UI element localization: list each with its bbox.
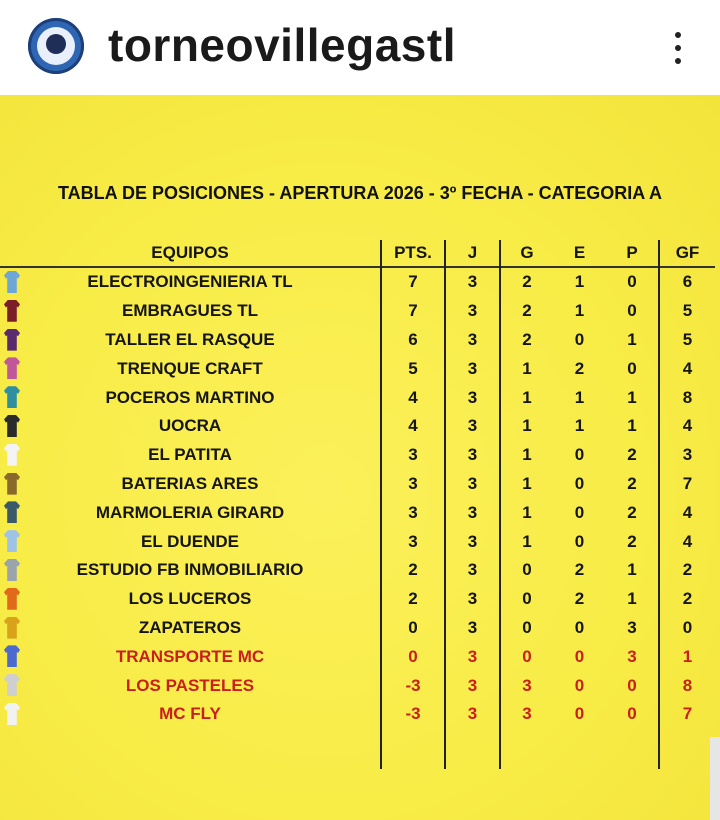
table-header-row: [0, 240, 715, 267]
table-row: [0, 585, 715, 614]
stat-gf: 2: [659, 556, 715, 585]
stat-pts: 2: [381, 585, 445, 614]
team-label: POCEROS MARTINO: [105, 387, 275, 407]
stat-g: 2: [500, 267, 553, 297]
stat-e: 1: [574, 387, 585, 407]
team-label: LOS LUCEROS: [128, 589, 252, 609]
stat-pts: 3: [381, 498, 445, 527]
team-name: [0, 498, 381, 527]
team-name: [0, 297, 381, 326]
stat-e: 2: [574, 560, 585, 580]
stat-j: 3: [445, 585, 500, 614]
shirt-icon: [4, 703, 20, 725]
stat-e: 0: [574, 473, 585, 493]
stat-gf: 4: [659, 354, 715, 383]
table-row: [0, 614, 715, 643]
stat-e: 0: [574, 531, 585, 551]
stat-j: 3: [445, 326, 500, 355]
stat-e: 0: [574, 617, 585, 637]
team-name: [0, 585, 381, 614]
team-label: EMBRAGUES TL: [122, 301, 258, 321]
stat-g: 1: [500, 470, 553, 499]
stat-j: 3: [445, 700, 500, 729]
stat-g: 1: [500, 354, 553, 383]
table-row: [0, 700, 715, 729]
table-row: [0, 498, 715, 527]
stat-pts: 7: [381, 267, 445, 297]
stat-gf: 4: [659, 498, 715, 527]
column-header: G: [500, 240, 553, 267]
column-header: E: [573, 243, 586, 262]
stat-pts: 3: [381, 441, 445, 470]
team-name: [0, 700, 381, 729]
stat-gf: 4: [659, 412, 715, 441]
stat-j: 3: [445, 441, 500, 470]
stat-g: 1: [500, 383, 553, 412]
stat-e: 1: [574, 416, 585, 436]
table-footer-spacer: [0, 729, 715, 769]
shirt-icon: [4, 444, 20, 466]
stat-gf: 2: [659, 585, 715, 614]
stat-g: 0: [500, 585, 553, 614]
team-name: [0, 556, 381, 585]
stat-gf: 8: [659, 671, 715, 700]
stat-e: 0: [574, 704, 585, 724]
stat-e: 0: [574, 646, 585, 666]
table-row: [0, 642, 715, 671]
stat-j: 3: [445, 412, 500, 441]
stat-g: 0: [500, 556, 553, 585]
stat-p: 2: [627, 445, 637, 465]
table-title: TABLA DE POSICIONES - APERTURA 2026 - 3º FECHA - CATEGORIA A: [58, 183, 662, 203]
team-label: ZAPATEROS: [138, 617, 242, 637]
stat-e: 2: [574, 358, 585, 378]
stat-e: 0: [574, 675, 585, 695]
stat-g: 2: [500, 326, 553, 355]
shirt-icon: [4, 386, 20, 408]
team-label: TALLER EL RASQUE: [105, 329, 275, 349]
stat-e: 0: [574, 502, 585, 522]
shirt-icon: [4, 674, 20, 696]
stat-e: 0: [574, 445, 585, 465]
stat-p: 0: [627, 704, 637, 724]
stat-pts: 6: [381, 326, 445, 355]
column-header: P: [626, 243, 638, 262]
stat-e: 1: [574, 272, 585, 292]
table-row: [0, 297, 715, 326]
table-row: [0, 527, 715, 556]
shirt-icon: [4, 415, 20, 437]
team-name: [0, 441, 381, 470]
team-label: TRANSPORTE MC: [115, 646, 265, 666]
team-name: [0, 383, 381, 412]
team-name: [0, 527, 381, 556]
stat-e: 1: [574, 301, 585, 321]
stat-g: 1: [500, 441, 553, 470]
stat-g: 3: [500, 700, 553, 729]
stat-p: 0: [627, 272, 637, 292]
column-header: GF: [659, 240, 715, 267]
team-name: [0, 671, 381, 700]
stat-j: 3: [445, 498, 500, 527]
stat-gf: 0: [659, 614, 715, 643]
table-row: [0, 412, 715, 441]
stat-j: 3: [445, 642, 500, 671]
stat-p: 0: [627, 358, 637, 378]
standings-table: [0, 240, 715, 769]
stat-p: 1: [627, 560, 637, 580]
shirt-icon: [4, 588, 20, 610]
stat-pts: 0: [381, 614, 445, 643]
stat-p: 2: [627, 531, 637, 551]
shirt-icon: [4, 645, 20, 667]
team-name: [0, 354, 381, 383]
team-label: BATERIAS ARES: [121, 473, 259, 493]
table-row: [0, 267, 715, 297]
stat-pts: 4: [381, 383, 445, 412]
stat-g: 1: [500, 498, 553, 527]
stat-g: 1: [500, 527, 553, 556]
stat-j: 3: [445, 556, 500, 585]
club-logo-icon[interactable]: [28, 18, 84, 74]
stat-pts: 2: [381, 556, 445, 585]
shirt-icon: [4, 271, 20, 293]
team-name: [0, 326, 381, 355]
stat-gf: 6: [659, 267, 715, 297]
team-label: EL DUENDE: [141, 531, 239, 551]
team-name: [0, 614, 381, 643]
shirt-icon: [4, 501, 20, 523]
stat-gf: 8: [659, 383, 715, 412]
shirt-icon: [4, 617, 20, 639]
stat-pts: 5: [381, 354, 445, 383]
stat-e: 2: [574, 589, 585, 609]
post-header: [0, 0, 720, 95]
stat-j: 3: [445, 671, 500, 700]
column-header: PTS.: [381, 240, 445, 267]
stat-pts: -3: [381, 700, 445, 729]
stat-gf: 5: [659, 326, 715, 355]
stat-p: 3: [627, 617, 637, 637]
table-row: [0, 441, 715, 470]
stat-pts: 4: [381, 412, 445, 441]
stat-gf: 3: [659, 441, 715, 470]
stat-gf: 5: [659, 297, 715, 326]
team-label: MARMOLERIA GIRARD: [95, 502, 285, 522]
shirt-icon: [4, 473, 20, 495]
table-row: [0, 671, 715, 700]
stat-p: 1: [627, 416, 637, 436]
column-header: J: [445, 240, 500, 267]
stat-j: 3: [445, 267, 500, 297]
shirt-icon: [4, 559, 20, 581]
carousel-edge: [710, 737, 720, 820]
stat-j: 3: [445, 527, 500, 556]
stat-e: 0: [574, 329, 585, 349]
stat-gf: 1: [659, 642, 715, 671]
stat-j: 3: [445, 354, 500, 383]
team-name: [0, 470, 381, 499]
stat-p: 2: [627, 502, 637, 522]
column-header: EQUIPOS: [151, 243, 229, 262]
team-label: UOCRA: [158, 416, 222, 436]
more-vertical-icon[interactable]: [668, 30, 688, 66]
team-label: EL PATITA: [148, 445, 232, 465]
team-label: TRENQUE CRAFT: [117, 358, 263, 378]
stat-g: 0: [500, 614, 553, 643]
stat-j: 3: [445, 297, 500, 326]
shirt-icon: [4, 530, 20, 552]
stat-p: 0: [627, 675, 637, 695]
stat-p: 3: [627, 646, 637, 666]
shirt-icon: [4, 300, 20, 322]
stat-gf: 7: [659, 470, 715, 499]
stat-pts: 3: [381, 470, 445, 499]
table-row: [0, 556, 715, 585]
stat-pts: -3: [381, 671, 445, 700]
table-row: [0, 383, 715, 412]
stat-gf: 7: [659, 700, 715, 729]
stat-p: 1: [627, 387, 637, 407]
stat-g: 1: [500, 412, 553, 441]
stat-j: 3: [445, 383, 500, 412]
post-image: [0, 95, 720, 820]
stat-p: 1: [627, 589, 637, 609]
shirt-icon: [4, 357, 20, 379]
team-name: [0, 267, 381, 297]
stat-pts: 0: [381, 642, 445, 671]
stat-pts: 7: [381, 297, 445, 326]
logo-ball: [46, 34, 66, 54]
team-label: ELECTROINGENIERIA TL: [87, 272, 293, 292]
stat-g: 0: [500, 642, 553, 671]
stat-j: 3: [445, 470, 500, 499]
team-label: MC FLY: [159, 704, 221, 724]
table-row: [0, 354, 715, 383]
stat-pts: 3: [381, 527, 445, 556]
stat-gf: 4: [659, 527, 715, 556]
team-label: LOS PASTELES: [125, 675, 255, 695]
stat-j: 3: [445, 614, 500, 643]
account-username[interactable]: torneovillegastl: [108, 19, 456, 71]
team-name: [0, 412, 381, 441]
table-row: [0, 470, 715, 499]
team-label: ESTUDIO FB INMOBILIARIO: [76, 560, 304, 580]
stat-g: 2: [500, 297, 553, 326]
table-row: [0, 326, 715, 355]
stat-g: 3: [500, 671, 553, 700]
stat-p: 1: [627, 329, 637, 349]
shirt-icon: [4, 329, 20, 351]
stat-p: 0: [627, 301, 637, 321]
team-name: [0, 642, 381, 671]
stat-p: 2: [627, 473, 637, 493]
